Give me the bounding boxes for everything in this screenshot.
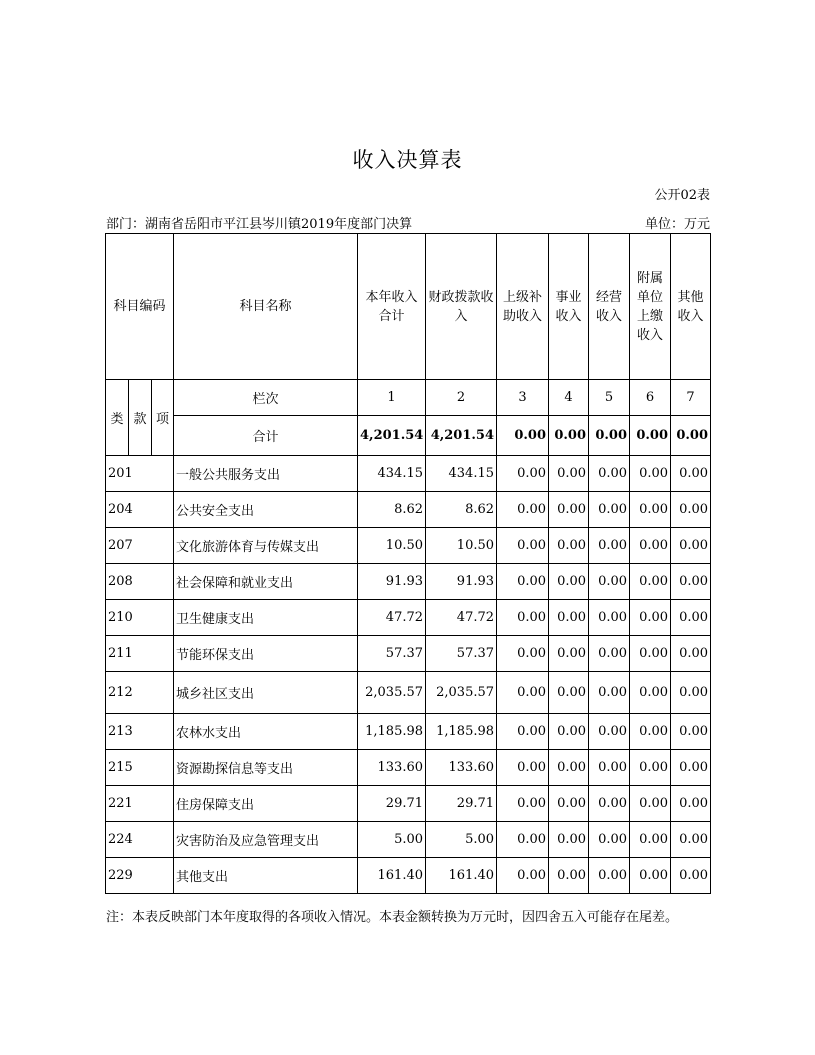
income-value: 0.00 xyxy=(549,714,589,750)
income-value: 0.00 xyxy=(497,714,549,750)
table-code: 公开02表 xyxy=(654,188,710,203)
income-value: 0.00 xyxy=(630,786,671,822)
subject-code: 224 xyxy=(106,822,174,858)
income-value: 0.00 xyxy=(549,672,589,714)
income-value: 0.00 xyxy=(630,564,671,600)
income-value: 0.00 xyxy=(497,672,549,714)
income-value: 1,185.98 xyxy=(426,714,497,750)
income-value: 0.00 xyxy=(549,786,589,822)
column-index: 6 xyxy=(630,380,671,416)
income-value: 29.71 xyxy=(358,786,426,822)
subject-code: 208 xyxy=(106,564,174,600)
income-value: 0.00 xyxy=(549,750,589,786)
income-value: 2,035.57 xyxy=(426,672,497,714)
income-value: 0.00 xyxy=(589,456,630,492)
income-value: 10.50 xyxy=(358,528,426,564)
income-value: 0.00 xyxy=(497,528,549,564)
total-value: 0.00 xyxy=(630,416,671,456)
income-value: 0.00 xyxy=(497,786,549,822)
total-value: 0.00 xyxy=(671,416,711,456)
subject-code: 201 xyxy=(106,456,174,492)
income-value: 0.00 xyxy=(671,822,711,858)
income-value: 0.00 xyxy=(549,636,589,672)
income-value: 0.00 xyxy=(589,714,630,750)
income-value: 57.37 xyxy=(358,636,426,672)
income-value: 0.00 xyxy=(497,564,549,600)
income-table xyxy=(105,233,711,894)
subject-name: 社会保障和就业支出 xyxy=(174,564,358,600)
income-value: 0.00 xyxy=(589,822,630,858)
column-index: 2 xyxy=(426,380,497,416)
income-value: 0.00 xyxy=(497,600,549,636)
income-value: 0.00 xyxy=(630,750,671,786)
income-value: 2,035.57 xyxy=(358,672,426,714)
subject-name: 卫生健康支出 xyxy=(174,600,358,636)
header-business-income: 事业收入 xyxy=(549,234,589,380)
department-label: 部门：湖南省岳阳市平江县岑川镇2019年度部门决算 xyxy=(106,217,413,232)
income-value: 0.00 xyxy=(630,672,671,714)
income-value: 1,185.98 xyxy=(358,714,426,750)
column-index: 1 xyxy=(358,380,426,416)
income-value: 0.00 xyxy=(630,858,671,894)
header-row xyxy=(106,234,711,380)
header-fiscal-income: 财政拨款收入 xyxy=(426,234,497,380)
column-index: 3 xyxy=(497,380,549,416)
subject-code: 212 xyxy=(106,672,174,714)
income-value: 5.00 xyxy=(426,822,497,858)
column-index: 7 xyxy=(671,380,711,416)
income-value: 29.71 xyxy=(426,786,497,822)
income-value: 161.40 xyxy=(358,858,426,894)
subject-code: 215 xyxy=(106,750,174,786)
subject-name: 文化旅游体育与传媒支出 xyxy=(174,528,358,564)
total-value: 0.00 xyxy=(497,416,549,456)
income-value: 0.00 xyxy=(671,672,711,714)
income-value: 161.40 xyxy=(426,858,497,894)
income-value: 10.50 xyxy=(426,528,497,564)
income-value: 0.00 xyxy=(630,528,671,564)
table-row xyxy=(106,456,711,492)
subject-code: 207 xyxy=(106,528,174,564)
subject-name: 其他支出 xyxy=(174,858,358,894)
income-value: 0.00 xyxy=(671,564,711,600)
income-value: 0.00 xyxy=(671,600,711,636)
income-value: 0.00 xyxy=(549,492,589,528)
table-row xyxy=(106,672,711,714)
income-value: 0.00 xyxy=(630,636,671,672)
income-value: 0.00 xyxy=(671,528,711,564)
table-row xyxy=(106,636,711,672)
income-value: 0.00 xyxy=(589,600,630,636)
income-value: 0.00 xyxy=(549,456,589,492)
income-value: 0.00 xyxy=(549,528,589,564)
income-value: 0.00 xyxy=(630,600,671,636)
income-value: 434.15 xyxy=(358,456,426,492)
subject-name: 公共安全支出 xyxy=(174,492,358,528)
income-value: 0.00 xyxy=(589,636,630,672)
table-row xyxy=(106,714,711,750)
subject-code: 204 xyxy=(106,492,174,528)
income-value: 0.00 xyxy=(589,786,630,822)
income-value: 91.93 xyxy=(426,564,497,600)
table-row xyxy=(106,786,711,822)
subject-name: 灾害防治及应急管理支出 xyxy=(174,822,358,858)
income-value: 8.62 xyxy=(426,492,497,528)
table-row xyxy=(106,822,711,858)
income-value: 0.00 xyxy=(589,858,630,894)
table-row xyxy=(106,564,711,600)
column-index-label: 栏次 xyxy=(174,380,358,416)
footnote: 注：本表反映部门本年度取得的各项收入情况。本表金额转换为万元时，因四舍五入可能存在尾差。 xyxy=(106,910,679,925)
income-value: 0.00 xyxy=(589,492,630,528)
income-value: 91.93 xyxy=(358,564,426,600)
subject-name: 节能环保支出 xyxy=(174,636,358,672)
subject-name: 农林水支出 xyxy=(174,714,358,750)
header-xiang: 项 xyxy=(152,380,174,456)
income-value: 133.60 xyxy=(426,750,497,786)
subject-code: 213 xyxy=(106,714,174,750)
income-value: 0.00 xyxy=(549,600,589,636)
income-value: 47.72 xyxy=(426,600,497,636)
header-other-income: 其他收入 xyxy=(671,234,711,380)
total-value: 0.00 xyxy=(589,416,630,456)
table-row xyxy=(106,750,711,786)
header-subject-name: 科目名称 xyxy=(174,234,358,380)
header-subject-code: 科目编码 xyxy=(106,234,174,380)
income-value: 0.00 xyxy=(671,456,711,492)
income-value: 0.00 xyxy=(671,786,711,822)
total-value: 4,201.54 xyxy=(426,416,497,456)
income-value: 434.15 xyxy=(426,456,497,492)
income-value: 0.00 xyxy=(497,750,549,786)
income-value: 0.00 xyxy=(497,636,549,672)
header-affiliated-income: 附属单位上缴收入 xyxy=(630,234,671,380)
income-value: 0.00 xyxy=(630,822,671,858)
income-value: 0.00 xyxy=(630,456,671,492)
income-value: 0.00 xyxy=(671,750,711,786)
income-value: 8.62 xyxy=(358,492,426,528)
total-value: 0.00 xyxy=(549,416,589,456)
income-value: 0.00 xyxy=(497,492,549,528)
subject-name: 资源勘探信息等支出 xyxy=(174,750,358,786)
subject-name: 城乡社区支出 xyxy=(174,672,358,714)
income-value: 0.00 xyxy=(549,822,589,858)
subject-name: 一般公共服务支出 xyxy=(174,456,358,492)
table-row xyxy=(106,492,711,528)
table-row xyxy=(106,600,711,636)
table-row xyxy=(106,528,711,564)
income-value: 0.00 xyxy=(497,858,549,894)
income-value: 0.00 xyxy=(497,822,549,858)
income-value: 0.00 xyxy=(671,858,711,894)
income-value: 0.00 xyxy=(589,750,630,786)
subject-name: 住房保障支出 xyxy=(174,786,358,822)
subject-code: 211 xyxy=(106,636,174,672)
subject-code: 210 xyxy=(106,600,174,636)
income-value: 0.00 xyxy=(497,456,549,492)
income-value: 0.00 xyxy=(671,636,711,672)
income-value: 0.00 xyxy=(589,564,630,600)
unit-label: 单位：万元 xyxy=(644,217,710,232)
income-value: 0.00 xyxy=(549,564,589,600)
column-index: 5 xyxy=(589,380,630,416)
subject-code: 221 xyxy=(106,786,174,822)
total-label: 合计 xyxy=(174,416,358,456)
header-total-income: 本年收入合计 xyxy=(358,234,426,380)
income-value: 47.72 xyxy=(358,600,426,636)
page-title: 收入决算表 xyxy=(352,148,463,172)
income-value: 0.00 xyxy=(630,492,671,528)
income-value: 5.00 xyxy=(358,822,426,858)
income-value: 0.00 xyxy=(589,528,630,564)
header-lei: 类 xyxy=(106,380,129,456)
total-value: 4,201.54 xyxy=(358,416,426,456)
header-kuan: 款 xyxy=(129,380,152,456)
header-superior-income: 上级补助收入 xyxy=(497,234,549,380)
subject-code: 229 xyxy=(106,858,174,894)
table-row xyxy=(106,858,711,894)
total-row xyxy=(106,416,711,456)
income-value: 57.37 xyxy=(426,636,497,672)
income-value: 0.00 xyxy=(589,672,630,714)
header-operating-income: 经营收入 xyxy=(589,234,630,380)
income-value: 0.00 xyxy=(671,714,711,750)
income-value: 0.00 xyxy=(549,858,589,894)
income-value: 0.00 xyxy=(630,714,671,750)
income-value: 0.00 xyxy=(671,492,711,528)
income-value: 133.60 xyxy=(358,750,426,786)
column-index-row xyxy=(106,380,711,416)
column-index: 4 xyxy=(549,380,589,416)
